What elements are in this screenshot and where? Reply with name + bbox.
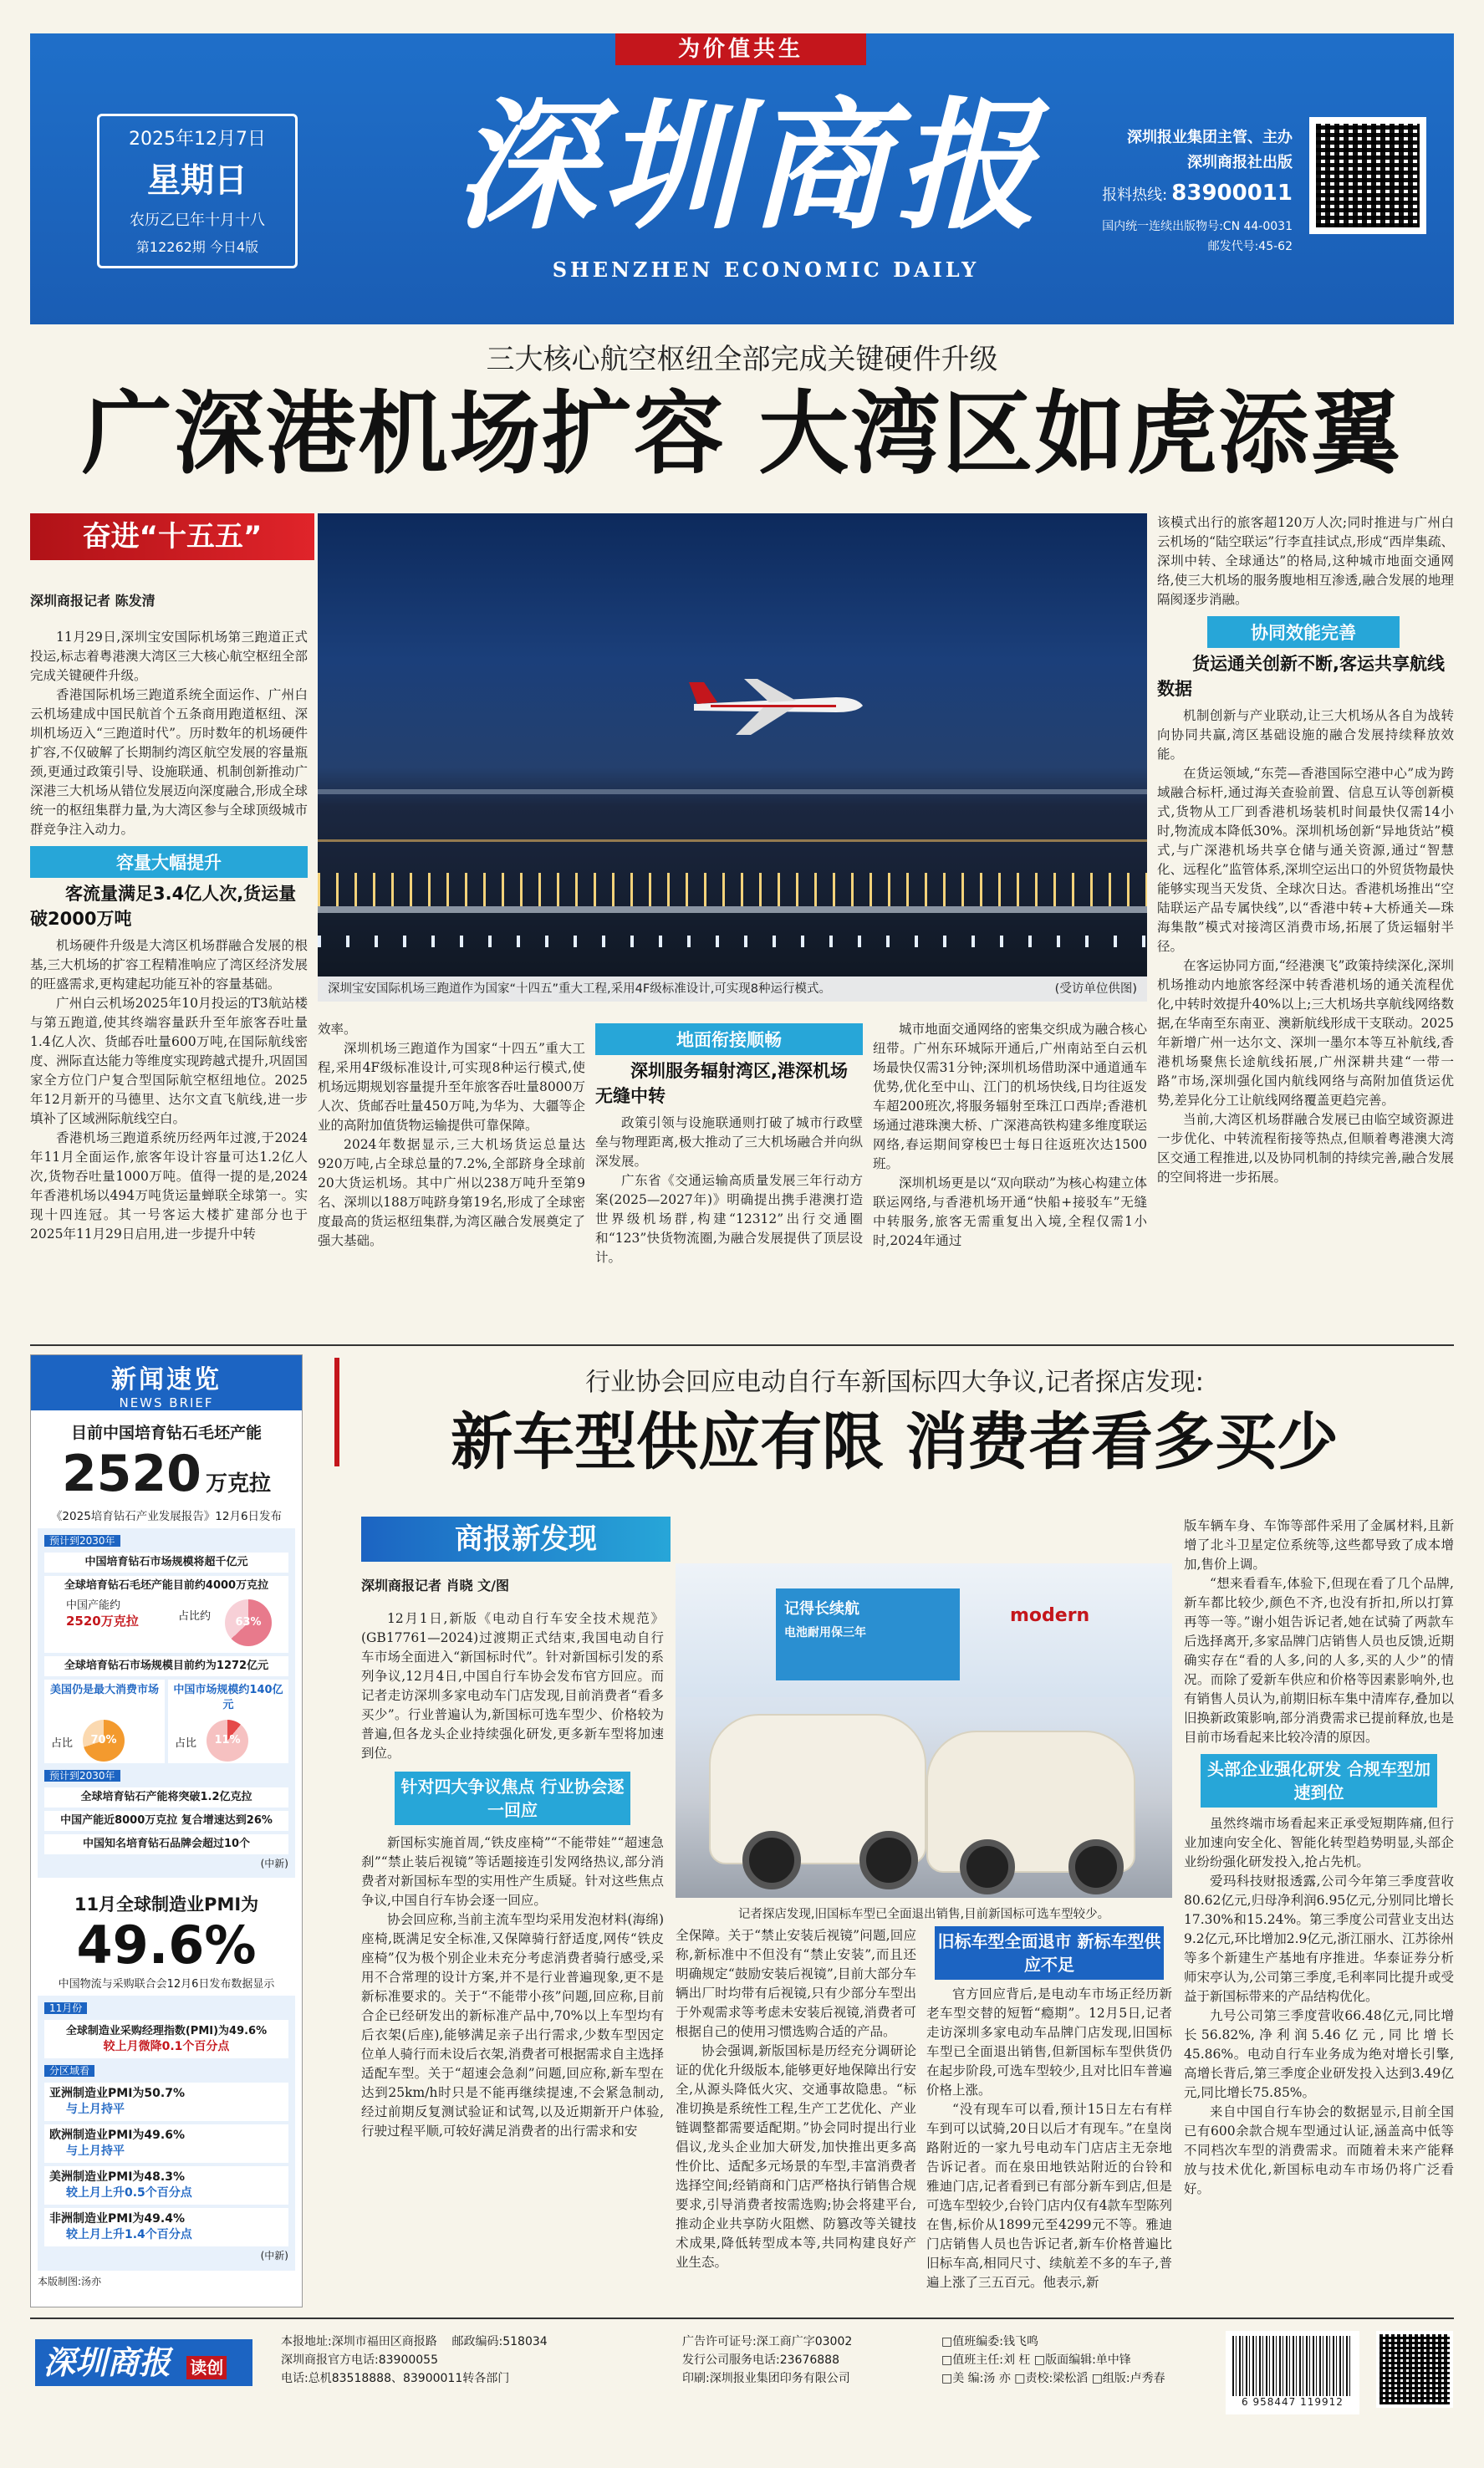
lead-paragraph: 广州白云机场2025年10月投运的T3航站楼与第五跑道,使其终端容量跃升至年旅客吞吐量1.4亿人次、货邮吞吐量600万吨,在国际航线密度、洲际直达能力等维度实现跨越式提升,巩固国家全方位门户复合型国际航空枢纽地位。2025年12月新开的马德里、达尔文直飞航线,进一步填补了区域洲际航线空白。 [30,996,308,1126]
footer-logo [35,2339,252,2386]
footer-text: 邮政编码:518034 [451,2335,548,2348]
ebike-subhead-a: 针对四大争议焦点 行业协会逐一回应 [395,1772,630,1825]
ebike-subhead-c: 头部企业强化研发 合规车型加速到位 [1201,1754,1437,1808]
pmi-change: 较上月上升1.4个百分点 [66,2228,192,2241]
shop-sign-1: 记得长续航 [784,1600,859,1618]
lead-paragraph: 机制创新与产业联动,让三大机场从各自为战转向协同共赢,湾区基础设施的融合发展持续释放效能。 [1157,708,1454,762]
subhead-deck: 客流量满足3.4亿人次,货运量破2000万吨 [30,884,297,929]
brief1-figure [31,1445,302,1503]
tag-2030: 预计到2030年 [44,1535,120,1547]
footer-text: 电话:总机83518888、83900011转各部门 [281,2372,510,2385]
pmi-global [44,2020,288,2058]
footer-text: 发行公司服务电话:23676888 [682,2353,839,2367]
ebike-column-d [1184,1517,1454,2199]
masthead-title: 深圳商报 [455,83,1043,248]
pmi-text: 美洲制造业PMI为48.3% [49,2170,185,2184]
ebike-paragraph: 版车辆车身、车饰等部件采用了金属材料,且新增了北斗卫星定位系统等,这些都导致了成本增加,售价上调。 [1184,1518,1454,1572]
footer-text: □美 编:汤 亦 □责校:梁松滔 □组版:卢秀春 [941,2372,1165,2385]
lead-column-4 [873,1020,1147,1251]
publisher-info [1075,125,1293,254]
share-label: 占比约 [178,1610,212,1623]
footer-ad-info [682,2333,852,2388]
ebike-paragraph: 虽然终端市场看起来正承受短期阵痛,但行业加速向安全化、智能化转型趋势明显,头部企业纷纷强化研发投入,抢占先机。 [1184,1816,1454,1869]
diamond-stat: 中国培育钻石市场规模将超千亿元 [44,1553,288,1573]
lead-paragraph: 深圳机场更是以“双向联动”为核心构建立体联运网络,与香港机场开通“快船+接驳车”无缝中转服务,旅客无需重复出入境,全程仅需1小时,2024年通过 [873,1175,1147,1248]
footer-qr-code [1376,2331,1453,2408]
brief2-value: 49.6% [76,1915,257,1976]
pie-value: 63% [235,1616,262,1629]
ebike-column-b [676,1926,916,2272]
barcode-number: 6 958447 119912 [1242,2396,1344,2408]
lead-paragraph: 在货运领域,“东莞—香港国际空港中心”成为跨域融合标杆,通过海关查验前置、信息互认等创新模式,货物从工厂到香港机场装机时间最快仅需14小时,物流成本降低30%。深圳机场创新“异地货站”模式,与广深港机场共享仓储与通关资源,通过“智慧化、远程化”监管体系,深圳空运出口的外贸货物最快能够实现当天发货、全球次日达。香港机场推出“空陆联运产品专属快线”,以“香港中转+大桥通关—珠海集散”模式对接湾区消费市场,拓展了货运辐射半径。 [1157,766,1454,954]
ebike-paragraph: 官方回应背后,是电动车市场正经历新老车型交替的短暂“瘾期”。12月5日,记者走访深圳多家电动车品牌门店发现,旧国标车型已全面退出销售,但新国标车型供货仍在起步阶段,可选车型较少,且对比旧车普遍价格上涨。 [926,1986,1172,2098]
shop-sign-3: modern [1010,1605,1090,1626]
banner-text: 奋进“十五五” [82,520,263,553]
diamond-stat: 中国产能近8000万克拉 复合增速达到26% [44,1811,288,1831]
pmi-europe [44,2124,288,2163]
brief1-value: 2520 [61,1445,201,1503]
lead-column-3 [595,1020,863,1267]
hotline-label: 报料热线: [1102,186,1168,204]
subhead-ground: 地面衔接顺畅 [595,1023,863,1055]
footer-text: □值班编委:钱飞鸣 [941,2335,1038,2348]
slogan: 为价值共生 [677,37,803,62]
pmi-text: 全球制造业采购经理指数(PMI)为49.6% [65,2025,268,2037]
news-brief [30,1354,303,2307]
ebike-paragraph: 协会回应称,当前主流车型均采用发泡材料(海绵)座椅,既满足安全标准,又保障骑行舒适度,网传“铁皮座椅”仅为极个别企业未充分考虑消费者骑行感受,采用不合常理的设计方案,并不是行业普遍现象,更不是新标准要求的。关于“不能带小孩”问题,回应称,目前合企已经研发出的新标准产品中,70%以上车型均有后衣架(后座),能够满足亲子出行需求,少数车型因定位单人骑行而未设后衣架,消费者可根据需求自主选择适配车型。关于“超速会急刹”问题,回应称,新车型在达到25km/h时只是不能再继续提速,不会紧急制动,经过前期反复测试验证和试驾,以及近期新开户体验,行驶过程平顺,可较好满足消费者的出行需求和安 [361,1912,664,2139]
lead-paragraph: 机场硬件升级是大湾区机场群融合发展的根基,三大机场的扩容工程精准响应了湾区经济发展的旺盛需求,更构建起功能互补的容量基础。 [30,938,308,992]
tag-nov: 11月份 [44,2002,87,2014]
masthead [30,33,1454,324]
hotline [1075,181,1293,206]
publisher-line1: 深圳报业集团主管、主办 [1127,129,1293,146]
lead-paragraph: 广东省《交通运输高质量发展三年行动方案(2025—2027年)》明确提出携手港澳打造世界级机场群,构建“12312”出行交通圈和“123”快货物流圈,为融合发展提供了顶层设计。 [595,1173,863,1265]
photo-caption-bar [318,976,1147,1002]
ebike-column-a [361,1575,664,2141]
lead-paragraph: 深圳机场三跑道作为国家“十四五”重大工程,采用4F级标准设计,可实现8种运行模式,使机场远期规划容量提升至年旅客吞吐量8000万人次、货邮吞吐量450万吨,为华为、大疆等企业的高附加值货物运输提供可靠保障。 [318,1041,585,1133]
ebike-photo [676,1563,1172,1898]
footer-line [281,2333,548,2351]
lead-paragraph: 当前,大湾区机场群融合发展已由临空域资源进一步优化、中转流程衔接等热点,但顺着粤港澳大湾区交通工程推进,以及协同机制的持续完善,融合发展的空间将进一步拓展。 [1157,1112,1454,1185]
footer-logo-2: 读创 [186,2356,227,2379]
brief2-line: 11月全球制造业PMI为 [74,1894,259,1915]
news-brief-title: 新闻速览 [111,1365,222,1395]
diamond-market-box [44,1680,288,1763]
pmi-change: 较上月微降0.1个百分点 [103,2040,230,2053]
tag-region: 分区域看 [44,2065,94,2077]
lead-paragraph: 城市地面交通网络的密集交织成为融合核心纽带。广州东环城际开通后,广州南站至白云机场最快仅需31分钟;深圳机场借助深中通道通车优势,优化至中山、江门的机场快线,日均往返发车超200班次,将服务辐射至珠江口西岸;香港机场通过港珠澳大桥、广深港高铁构建多维度联运网络,春运期间穿梭巴士每日往返班次达1500班。 [873,1022,1147,1171]
tag-2030-b: 预计到2030年 [44,1770,120,1782]
footer-logo-text: 深圳商报 [43,2343,171,2381]
diamond-stat: 全球培育钻石产能将突破1.2亿克拉 [44,1787,288,1808]
pmi-africa [44,2208,288,2246]
pie-value: 11% [214,1734,241,1746]
ebike-side-bar [334,1358,339,1466]
ebike-paragraph: 协会强调,新版国标是历经充分调研论证的优化升级版本,能够更好地保障出行安全,从源头降低火灾、交通事故隐患。“标准切换是系统性工程,生产工艺优化、产业链调整都需要适配期。”协会同时提出行业倡议,龙头企业加大研发,加快推出更多高性价比、适配多元场景的车型,丰富消费者选择空间;经销商和门店严格执行销售合规要求,引导消费者按需选购;协会将建平台,推动企业共享防火阻燃、防篡改等关键技术成果,降低转型成本等,共同构建良好产业生态。 [676,2043,916,2270]
shop-sign-2: 电池耐用保三年 [784,1626,866,1639]
masthead-title-en: SHENZHEN ECONOMIC DAILY [552,258,980,282]
lead-column-5 [1157,513,1454,1187]
subhead-deck: 深圳服务辐射湾区,港深机场无缝中转 [595,1061,848,1106]
diamond-infographic [38,1528,295,1878]
ebike-paragraph: “想来看看车,体验下,但现在看了几个品牌,新车都比较少,颜色不齐,也没有折扣,所以打算再等一等。”谢小姐告诉记者,她在试骑了两款车后选择离开,多家品牌门店销售人员也反馈,近期确实存在“看的人多,问的人多,买的人少”的情况。而除了爱新车供应和价格等因素影响外,也有销售人员认为,前期旧标车集中清库存,叠加以旧换新政策影响,部分消费需求已提前释放,也是目前市场看起来比较冷清的原因。 [1184,1576,1454,1745]
pmi-text: 亚洲制造业PMI为50.7% [49,2087,185,2100]
cn-market-text: 中国市场规模约140亿元 [173,1684,283,1711]
issue-date: 2025年12月7日 [129,129,266,150]
pmi-infographic [38,1996,295,2271]
lead-photo [318,513,1147,1002]
pmi-change: 与上月持平 [66,2144,125,2158]
brief1-unit: 万克拉 [206,1471,272,1497]
pmi-america [44,2166,288,2205]
photo-caption: 深圳宝安国际机场三跑道作为国家“十四五”重大工程,采用4F级标准设计,可实现8种运行模式。 [328,982,832,996]
subhead-capacity: 容量大幅提升 [30,846,308,878]
ebike-photo-caption: 记者探店发现,旧国标车型已全面退出销售,目前新国标可选车型较少。 [737,1908,1110,1921]
ebike-headline: 新车型供应有限 消费者看多买少 [451,1406,1339,1478]
diamond-stat: 中国知名培育钻石品牌会超过10个 [44,1834,288,1854]
pie-value: 70% [90,1734,117,1746]
diamond-stat-box [44,1576,288,1653]
photo-credit: (受访单位供图) [1054,982,1137,996]
lead-byline: 深圳商报记者 陈发清 [30,593,156,609]
issue-number: 第12262期 今日4版 [135,239,259,255]
shop-banner [776,1588,960,1680]
airplane-icon [686,664,869,739]
pmi-text: 非洲制造业PMI为49.4% [49,2212,185,2226]
pie-11 [207,1720,248,1762]
pmi-change: 与上月持平 [66,2103,125,2116]
lead-column-2 [318,1020,585,1251]
footer-text: 本报地址:深圳市福田区商报路 [281,2335,437,2348]
footer-text: 深圳商报官方电话:83900055 [281,2353,438,2367]
news-brief-title-en: NEWS BRIEF [119,1395,214,1410]
footer-staff [941,2333,1165,2388]
lead-paragraph: 香港机场三跑道系统历经两年过渡,于2024年11月全面运作,旅客年设计容量可达1.2亿人次,货物吞吐量1000万吨。值得一提的是,2024年香港机场以494万吨货运量蝉联全球第一。实现十四连冠。其一号客运大楼扩建部分也于2025年11月29日启用,进一步提升中转 [30,1130,308,1242]
pmi-change: 较上月上升0.5个百分点 [66,2186,192,2200]
slogan-tab [615,33,866,65]
us-market-text: 美国仍是最大消费市场 [49,1684,159,1696]
footer-text: 印刷:深圳报业集团印务有限公司 [682,2372,850,2385]
ebike-paragraph: 九号公司第三季度营收66.48亿元,同比增长56.82%,净利润5.46亿元,同比增长45.86%。电动自行车业务成为绝对增长引擎,高增长背后,第三季度企业研发投入达到3.49亿元,同比增长75.85%。 [1184,2008,1454,2100]
footer [30,2318,1454,2443]
date-box [97,114,298,268]
brief1-source: 《2025培育钻石产业发展报告》12月6日发布 [50,1510,283,1523]
pie-63 [225,1599,272,1646]
subhead-synergy: 协同效能完善 [1207,616,1400,648]
diamond-stat: 全球培育钻石毛坯产能目前约4000万克拉 [64,1579,269,1592]
pmi-asia [44,2083,288,2121]
share-label: 占比 [51,1737,74,1750]
section-label: 商报新发现 [455,1522,597,1556]
lunar-date: 农历乙巳年十月十八 [130,212,265,229]
lead-paragraph: 2024年数据显示,三大机场货运总量达920万吨,占全球总量的7.2%,全部跻身全球前20大货运机场。其中广州以238万吨升至第9名、深圳以188万吨跻身第19名,形成了全球密度最高的货运枢纽集群,为湾区融合发展奠定了强大基础。 [318,1137,585,1248]
ebike-paragraph: 来自中国自行车协会的数据显示,目前全国已有600余款合规车型通过认证,涵盖高中低等不同档次车型的消费需求。而随着未来产能释放与技术优化,新国标电动车市场仍将广泛看好。 [1184,2104,1454,2196]
footer-text: 广告许可证号:深工商广字03002 [682,2335,853,2348]
footer-address [281,2333,548,2388]
lead-paragraph: 在客运协同方面,“经港澳飞”政策持续深化,深圳机场推动内地旅客经深中转香港机场的通关流程优化,中转时效提升40%以上;三大机场共享航线网络数据,在华南至东南亚、澳新航线形成干支联动。2025年新增广州一达尔文、深圳一墨尔本等互补航线,香港机场聚焦长途航线拓展,广州深耕共建“一带一路”市场,深圳强化国内航线网络与高附加值货运优势,差异化分工让航线网络覆盖更趋完善。 [1157,958,1454,1108]
publisher-line2: 深圳商报社出版 [1187,154,1293,171]
pie-70 [83,1720,125,1762]
ebike-column-c [926,1926,1172,2292]
section-divider [30,1344,1454,1346]
ebike-paragraph: “没有现车可以看,预计15日左右有样车到可以试骑,20日以后才有现车。”在皇岗路附近的一家九号电动车门店店主无奈地告诉记者。而在泉田地铁站附近的台铃和雅迪门店,记者看到已有部分新车到店,但是可选车型较少,台铃门店内仅有4款车型陈列在售,标价从1899元至4299元不等。雅迪门店销售人员也告诉记者,新车价格普遍比旧标车高,相同尺寸、续航差不多的车子,普遍上涨了三五百元。他表示,新 [926,2102,1172,2290]
cn-code: 国内统一连续出版物号:CN 44-0031 [1102,220,1293,233]
lead-paragraph: 效率。 [318,1022,357,1037]
pmi-text: 欧洲制造业PMI为49.6% [49,2129,185,2142]
ebike-paragraph: 新国标实施首周,“铁皮座椅”“不能带娃”“超速急刹”“禁止装后视镜”等话题接连引发网络热议,部分消费者对新国标车型的实用性产生质疑。针对这些焦点争议,中国自行车协会逐一回应。 [361,1835,664,1908]
brief2-source: 中国物流与采购联合会12月6日发布数据显示 [58,1978,275,1991]
ebike-paragraph: 12月1日,新版《电动自行车安全技术规范》(GB17761—2024)过渡期正式结束,我国电动自行车市场全面进入“新国标时代”。针对新国标引发的系列争议,12月4日,中国自行车协会发布官方回应。而记者走访深圳多家电动车门店发现,目前消费者“看多买少”。行业普遍认为,新国标可选车型少、价格较为普遍,但各龙头企业持续强化研发,更多新车型将加速到位。 [361,1611,664,1761]
ebike-byline: 深圳商报记者 肖晓 文/图 [361,1578,509,1593]
subhead-deck: 货运通关创新不断,客运共享航线数据 [1157,654,1445,699]
barcode [1226,2331,1359,2414]
ebike-paragraph: 全保障。关于“禁止安装后视镜”问题,回应称,新标准中不但没有“禁止安装”,而且还明确规定“鼓励安装后视镜”,目前大部分车辆出厂时均带有后视镜,只有少部分车型出于外观需求等考虑未安装后视镜,消费者可根据自己的使用习惯选购合适的产品。 [676,1928,916,2039]
lead-paragraph: 11月29日,深圳宝安国际机场第三跑道正式投运,标志着粤港澳大湾区三大核心航空枢纽全部完成关键硬件升级。 [30,630,308,683]
chart-credit: 本版制图:汤亦 [38,2276,102,2287]
lead-column-1 [30,590,308,1244]
lead-paragraph: 香港国际机场三跑道系统全面运作、广州白云机场建成中国民航首个五条商用跑道枢纽、深圳机场迈入“三跑道时代”。历时数年的机场硬件扩容,不仅破解了长期制约湾区航空发展的容量瓶颈,更通过政策引导、设施联通、机制创新推动广深港三大机场从错位发展迈向深度融合,形成全球统一的枢纽集群力量,为大湾区参与全球顶级城市群竞争注入动力。 [30,687,308,837]
diamond-stat: 中国产能约 [66,1599,121,1612]
us-market [44,1680,165,1763]
share-label: 占比 [175,1737,197,1750]
ebike-section-label [361,1517,671,1562]
hotline-number: 83900011 [1171,181,1293,206]
brief1-line: 目前中国培育钻石毛坯产能 [70,1424,262,1442]
postal-code: 邮发代号:45-62 [1207,240,1293,253]
section-banner [30,513,314,560]
lead-kicker: 三大核心航空枢纽全部完成关键硬件升级 [486,343,998,376]
weekday: 星期日 [147,161,247,200]
diamond-stat: 2520万克拉 [66,1614,139,1629]
footer-text: □值班主任:刘 枉 □版面编辑:单中锋 [941,2353,1131,2367]
ebike-kicker: 行业协会回应电动自行车新国标四大争议,记者探店发现: [585,1368,1204,1397]
source-tag: (中新) [260,2250,288,2261]
source-tag: (中新) [260,1858,288,1869]
lead-paragraph: 政策引领与设施联通则打破了城市行政壁垒与物理距离,极大推动了三大机场融合并向纵深发展。 [595,1115,863,1169]
ebike-subhead-b: 旧标车型全面退市 新标车型供应不足 [935,1926,1164,1980]
diamond-stat: 全球培育钻石市场规模目前约为1272亿元 [44,1656,288,1676]
lead-headline: 广深港机场扩容 大湾区如虎添翼 [81,382,1403,487]
ebike-paragraph: 爱玛科技财报透露,公司今年第三季度营收80.62亿元,归母净利润6.95亿元,分别同比增长17.30%和15.24%。第三季度公司营业支出达9.2亿元,环比增加2.9亿元,浙江丽水、江苏徐州等多个新建生产基地有序推进。华泰证券分析师宋亭认为,公司第三季度,毛利率同比提升或受益于新国标带来的产品结构优化。 [1184,1874,1454,2004]
lead-paragraph: 该模式出行的旅客超120万人次;同时推进与广州白云机场的“陆空联运”行李直挂试点,形成“西岸集疏、深圳中转、全球通达”的格局,这种城市地面交通网络,使三大机场的服务腹地相互渗透,融合发展的地理隔阂逐步消融。 [1157,515,1454,607]
qr-code [1309,117,1426,234]
news-brief-header [31,1355,302,1410]
cn-market [168,1680,288,1763]
